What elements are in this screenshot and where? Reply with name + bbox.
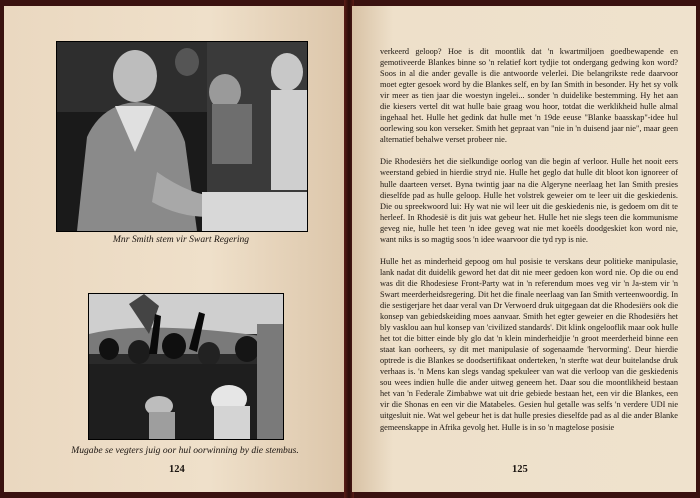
photo-smith-voting: [56, 41, 308, 232]
photo-smith-caption: Mnr Smith stem vir Swart Regering: [112, 234, 250, 245]
right-page: [352, 6, 696, 492]
page-number-left: 124: [169, 464, 185, 475]
photo-mugabe-fighters: [88, 293, 284, 440]
page-number-right: 125: [512, 464, 528, 475]
photo-smith-voting-image: [57, 42, 307, 231]
photo-mugabe-caption: Mugabe se vegters juig oor hul oorwinning by die stembus.: [71, 445, 299, 456]
body-text: [380, 46, 678, 433]
paragraph-2: Die Rhodesiërs het die sielkundige oorlog van die begin af verloor. Hulle het nooit eers weerstand gebied in hierdie stryd nie. Hulle het geglo dat hulle dit bloot kon ignoreer of hulle daarteen verset. Byna twintig jaar na die Algeryne neerlaag het Ian Smith presies dieselfde pad as hulle geloop. Hulle het volstrek geweier om te leer uit die geskiedenis. Die ou spreekwoord lui: Hy wat nie wil leer uit die geskiedenis nie, is gedoem om dit te herleef. In Rhodesië is dit juis wat gebeur het. Hulle het nie slegs teen die kommunisme geveg nie, hulle het teen 'n idee geveg wat nie met koeëls doodgeskiet kon word nie, want niks is so magtig soos 'n idee waarvoor die tyd ryp is nie.: [380, 157, 678, 244]
photo-mugabe-fighters-image: [89, 294, 283, 439]
left-page: [4, 6, 346, 492]
paragraph-1: verkeerd geloop? Hoe is dit moontlik dat 'n kwartmiljoen goedbewapende en gemotiveerde Blankes binne so 'n relatief kort tydjie tot ondergang gedwing kon word? Soos in al die ander gevalle is die antwoorde velerlei. Die belangrikste rede daarvoor moet egter gesoek word by die Blankes self, en by Ian Smith in besonder. Hy het sy volk vir meer as tien jaar die woestyn ingelei... sonder 'n duidelike bestemming. Hy het aan die kiesers vertel dit wat hulle baie graag wou hoor, totdat die werklikheid hulle almal ingehaal het. Hulle het gedink dat hulle met 'n 19de eeuse "Blanke baasskap"-idee hul oorlewing sou kon verseker. Smith het gepraat van "nie in 'n duisend jaar nie", maar geen alternatief behalwe verset probeer nie.: [380, 47, 678, 145]
paragraph-3: Hulle het as minderheid gepoog om hul posisie te verskans deur politieke manipulasie, lank nadat dit duidelik geword het dat dit nie meer gedoen kon word nie. Op die ou end was dit die Rhodesiese Front-Party wat in 'n referendum moes veg vir 'n Ja-stem vir 'n Swart meerderheidsregering. Dit het die finale neerlaag van Ian Smith verteenwoordig. In die sestigerjare het daar veral van Dr Verwoerd druk uitgegaan dat die Rhodesiërs ook die konsep van gebiedskeiding moes aanvaar. Smith het egter geweier en die Rhodesiërs het bly vasklou aan hul konsep van 'civilized standards'. Dit klink ongelooflik maar ook hulle het tot die bitter einde bly glo dat 'n klein minderheidjie 'n groot meerderheid binne een staat kan oorheers, sy dit met manipulasie of sogenaamde 'hervorming'. Deur hierdie optrede is die Blankes se doodsertifikaat onderteken, 'n sterfte wat deur buitelandse druk verhaas is. 'n Mens kan slegs vandag spekuleer van wat die verloop van die geskiedenis sou wees indien hulle die ander uitweg geneem het. Daar sou die moontlikheid bestaan het van 'n Federale Zimbabwe wat uit drie gebiede bestaan het, een vir die Blankes, een vir die Shonas en een vir die Matabeles. Gesien hul getalle was selfs 'n verdere UDI nie uitgesluit nie. Wat wel gebeur het is dat hulle presies dieselfde pad as al die ander Blanke gemeenskappe in Afrika gevolg het. Hulle is in so 'n magtelose posisie: [380, 256, 678, 432]
